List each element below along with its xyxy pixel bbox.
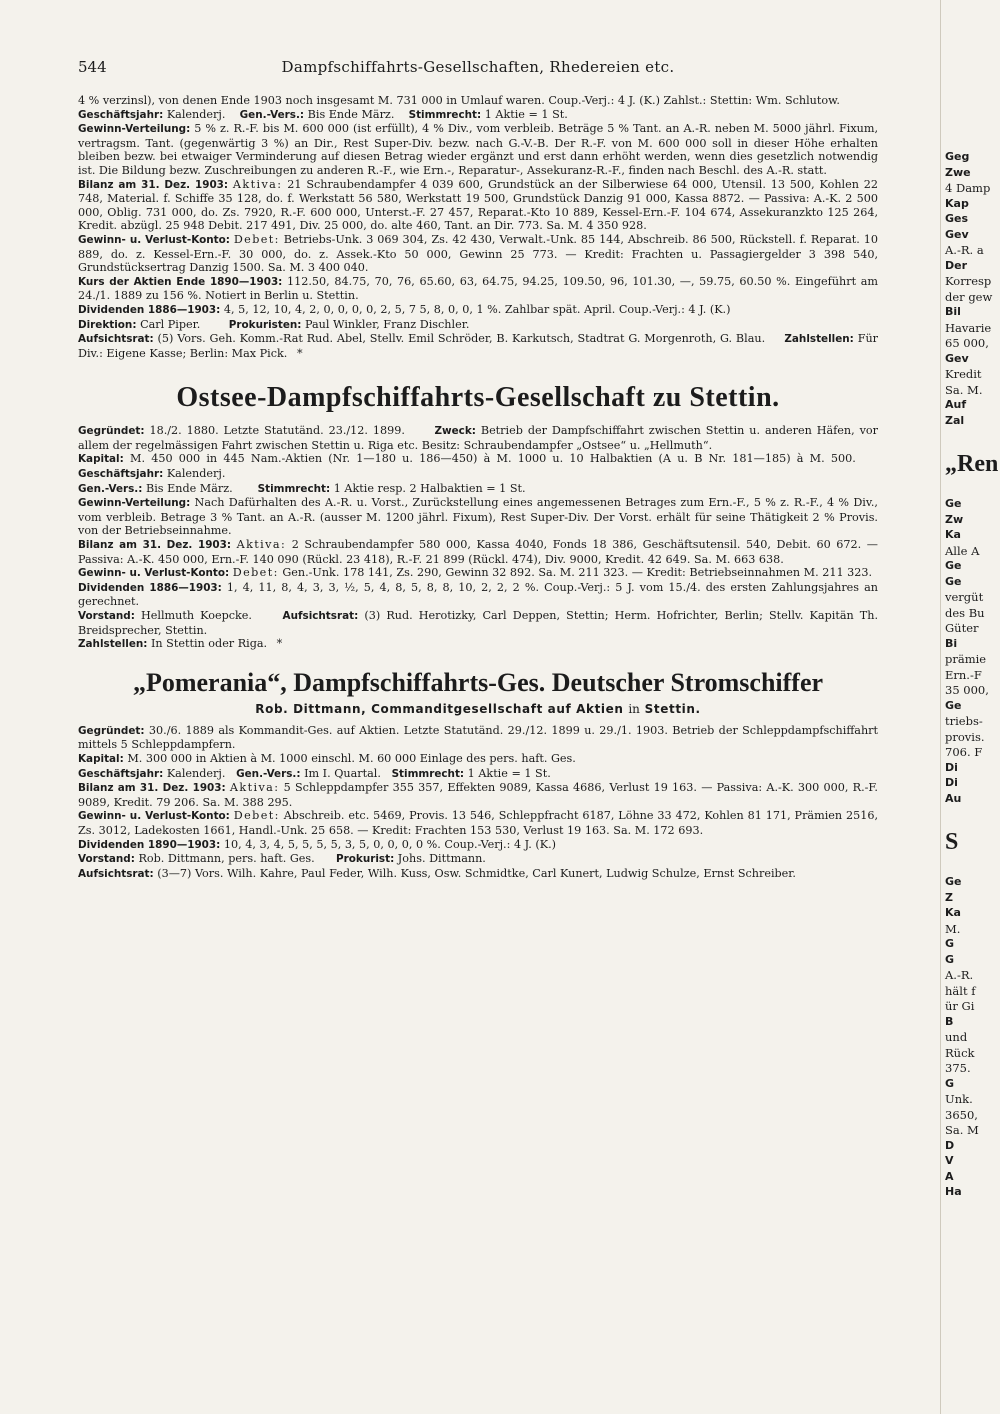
heading-pomerania: „Pomerania“, Dampfschiffahrts-Ges. Deutscher Stromschiffer	[132, 667, 824, 697]
right-column-fragment: Zw	[945, 512, 964, 526]
right-column-fragment: Gev	[945, 227, 969, 241]
dividenden: Dividenden 1886—1903: 4, 5, 12, 10, 4, 2, 0, 0, 0, 0, 2, 5, 7 5, 8, 0, 0, 1 %. Zahlbar spät. April. Coup.-Verj.: 4 J. (K.)	[78, 302, 731, 316]
gegruendet-zweck: Gegründet: 18./2. 1880. Letzte Statutänd. 23./12. 1899. Zweck: Betrieb der Dampfschiffahrt zwischen Stettin u. anderen Häfen, vor allem der regelmässigen Fahrt zwischen Stettin u. Riga etc. Besitz: Schraubendampfer „Ostsee“ u. „Hellmuth“.	[78, 424, 879, 452]
vorstand-prokurist: Vorstand: Rob. Dittmann, pers. haft. Ges. Prokurist: Johs. Dittmann.	[78, 852, 486, 866]
aufsichtsrat: Aufsichtsrat: (3—7) Vors. Wilh. Kahre, Paul Feder, Wilh. Kuss, Osw. Schmidtke, Carl Kunert, Ludwig Schulze, Ernst Schreiber.	[78, 866, 796, 880]
right-column-fragment: Sa. M	[945, 1123, 979, 1137]
running-title: Dampfschiffahrts-Gesellschaften, Rhedereien etc.	[281, 58, 675, 76]
right-column-fragment: Gev	[945, 351, 969, 365]
right-column-fragment: Ka	[945, 528, 961, 541]
bilanz: Bilanz am 31. Dez. 1903: Aktiva: 2 Schraubendampfer 580 000, Kassa 4040, Fonds 18 386, Geschäftsutensil. 540, Debit. 60 672. — Passiva: A.-K. 450 000, Ern.-F. 140 090 (Rückl. 23 418), R.-F. 21 899 (Rückl. 474), Div. 9000, Kredit. 42 649. Sa. M. 663 638.	[78, 538, 878, 566]
gewinn-verteilung: Gewinn-Verteilung: 5 % z. R.-F. bis M. 600 000 (ist erfüllt), 4 % Div., vom verbleib. Beträge 5 % Tant. an A.-R. neben M. 5000 jährl. Fixum, vertragsm. Tant. (gegenwärtig 3 %) an Dir., Rest Super-Div. bezw. nach G.-V.-B. Der R.-F. von M. 600 000 soll in dieser Höhe erhalten bleiben bezw. bei etwaiger Verminderung auf diesen Betrag wieder ergänzt und erst dann erhöht werden, wenn dies gesetzlich notwendig ist. Die Bildung bezw. Zuschreibungen zu anderen R.-F., wie Ern.-, Reparatur-, Assekuranz-R.-F., finden nach Beschl. des A.-R. statt.	[78, 122, 879, 177]
right-column-fragment: Di	[945, 760, 958, 774]
right-column-fragment: G	[945, 937, 955, 950]
right-column-fragment: V	[945, 1154, 954, 1167]
right-column-fragment: Ge	[945, 698, 962, 712]
vorstand-aufsichtsrat: Vorstand: Hellmuth Koepcke. Aufsichtsrat: (3) Rud. Herotizky, Carl Deppen, Stettin; Herm. Hofrichter, Berlin; Stellv. Kapitän Th. Breidsprecher, Stettin.	[78, 609, 879, 637]
right-column-fragment: Auf	[945, 398, 967, 411]
right-column-fragment: B	[945, 1014, 954, 1028]
general-info: Gen.-Vers.: Bis Ende März. Stimmrecht: 1 Aktie resp. 2 Halbaktien = 1 St.	[78, 481, 526, 495]
kapital: Kapital: M. 450 000 in 445 Nam.-Aktien (Nr. 1—180 u. 186—450) à M. 1000 u. 10 Halbaktien (A u. B Nr. 181—185) à M. 500. Geschäftsjahr: Kalenderj.	[78, 452, 856, 481]
right-column-fragment: des Bu	[945, 605, 985, 620]
right-column-fragment: prämie	[945, 652, 987, 666]
entry-end-asterisk: *	[276, 637, 283, 651]
right-column-fragments	[940, 0, 1000, 1414]
right-column-fragment: Geg	[945, 150, 970, 163]
dividenden: Dividenden 1886—1903: 1, 4, 11, 8, 4, 3, 3, ½, 5, 4, 8, 5, 8, 8, 10, 2, 2, 2 %. Coup.-Verj.: 5 J. vom 15./4. des ersten Zahlungsjahres an gerechnet.	[78, 580, 878, 609]
right-column-fragment: S	[945, 829, 959, 855]
right-column-fragment: M.	[945, 921, 961, 936]
right-column-fragment: D	[945, 1138, 955, 1152]
right-column-fragment: 4 Damp	[945, 181, 991, 195]
right-column-fragment: Sa. M.	[945, 382, 983, 397]
right-column-fragment: Z	[945, 890, 953, 904]
label-stimmrecht: Stimmrecht:	[408, 108, 482, 121]
right-column-fragment: Ge	[945, 875, 962, 888]
gewinn-verlust-konto: Gewinn- u. Verlust-Konto: Debet: Gen.-Unk. 178 141, Zs. 290, Gewinn 32 892. Sa. M. 211 323. — Kredit: Betriebseinnahmen M. 211 323.	[78, 566, 873, 580]
right-column-fragment: Ern.-F	[945, 667, 982, 682]
right-column-fragment: Ge	[945, 559, 962, 572]
right-column-fragment: vergüt	[945, 590, 984, 604]
right-column-fragment: Bi	[945, 636, 958, 650]
gewinn-verlust-konto: Gewinn- u. Verlust-Konto: Debet: Betriebs-Unk. 3 069 304, Zs. 42 430, Verwalt.-Unk. 85 144, Abschreib. 86 500, Rückstell. f. Reparat. 10 889, do. z. Kessel-Ern.-F. 30 000, do. z. Assek.-Kto 50 000, Gewinn 25 773. — Kredit: Frachten u. Passagiergelder 3 398 540, Grundstücksertrag Danzig 1500. Sa. M. 3 400 040.	[78, 232, 878, 275]
gewinn-verteilung: Gewinn-Verteilung: Nach Dafürhalten des A.-R. u. Vorst., Zurückstellung eines angemessenen Betrages zum Ern.-F., 5 % z. R.-F., 4 % Div., vom verbleib. Betrage 3 % Tant. an A.-R. (ausser M. 1200 jährl. Fixum), Rest Super-Div. Der Vorst. erhält für seine Thätigkeit 2 % Provis. von der Betriebseinnahme.	[78, 496, 878, 538]
right-column-fragment: Kap	[945, 196, 969, 210]
right-column-fragment: 3650,	[945, 1107, 978, 1122]
right-column-fragment: hält f	[945, 983, 976, 998]
right-column-fragment: A	[945, 1169, 954, 1183]
right-column-fragment: Korresp	[945, 274, 992, 288]
right-column-fragment: G	[945, 952, 955, 966]
bilanz: Bilanz am 31. Dez. 1903: Aktiva: 5 Schleppdampfer 355 357, Effekten 9089, Kassa 4686, Verlust 19 163. — Passiva: A.-K. 300 000, R.-F. 9089, Kredit. 79 206. Sa. M. 388 295.	[78, 781, 878, 809]
right-column-fragment: provis.	[945, 729, 985, 744]
right-column-fragment: 706. F	[945, 745, 983, 759]
right-column-fragment: Ha	[945, 1185, 962, 1198]
subheading-pomerania: Rob. Dittmann, Commanditgesellschaft auf Aktien in Stettin.	[255, 701, 701, 716]
general-info: Geschäftsjahr: Kalenderj. Gen.-Vers.: Im I. Quartal. Stimmrecht: 1 Aktie = 1 St.	[78, 766, 551, 780]
right-column-fragment: Bil	[945, 305, 961, 318]
right-column-fragment: Zwe	[945, 165, 971, 179]
right-column-fragment: Alle A	[945, 543, 980, 558]
entry-continued	[78, 94, 878, 360]
right-column-fragment: Unk.	[945, 1092, 973, 1106]
entry-ostsee	[78, 424, 878, 652]
entry-pomerania	[78, 724, 878, 882]
right-column-fragment: Ge	[945, 574, 962, 588]
right-column-fragment: A.-R. a	[945, 243, 984, 257]
right-column-fragment: triebs-	[945, 714, 983, 728]
right-column-fragment: und	[945, 1030, 968, 1044]
right-column-fragment: ür Gi	[945, 999, 975, 1013]
zahlstellen: Zahlstellen: In Stettin oder Riga. *	[78, 637, 283, 651]
right-column-fragment: „Ren	[945, 451, 999, 477]
right-column-fragment: Ge	[945, 497, 962, 510]
right-column-fragment: Ka	[945, 906, 961, 919]
right-column-fragment: Di	[945, 776, 958, 789]
right-column-fragment: Ges	[945, 212, 969, 225]
running-head	[78, 58, 878, 88]
right-column-fragment: G	[945, 1076, 955, 1090]
gegruendet: Gegründet: 30./6. 1889 als Kommandit-Ges. auf Aktien. Letzte Statutänd. 29./12. 1899 u. 29./1. 1903. Betrieb der Schleppdampfschiffahrt mittels 5 Schleppdampfern.	[78, 723, 878, 752]
aufsichtsrat: Aufsichtsrat: (5) Vors. Geh. Komm.-Rat Rud. Abel, Stellv. Emil Schröder, B. Karkutsch, Stadtrat G. Morgenroth, G. Blau. Zahlstellen: Für Div.: Eigene Kasse; Berlin: Max Pick. *	[78, 332, 879, 360]
heading-ostsee: Ostsee-Dampfschiffahrts-Gesellschaft zu Stettin.	[176, 382, 780, 414]
right-column-fragment: Kredit	[945, 367, 982, 381]
right-column-fragment: Au	[945, 791, 962, 805]
page	[78, 58, 878, 881]
gewinn-verlust-konto: Gewinn- u. Verlust-Konto: Debet: Abschreib. etc. 5469, Provis. 13 546, Schleppfracht 6187, Löhne 33 472, Kohlen 81 171, Prämien 2516, Zs. 3012, Ladekosten 1661, Handl.-Unk. 25 658. — Kredit: Frachten 153 530, Verlust 19 163. Sa. M. 172 693.	[78, 809, 879, 837]
right-column-fragment: Güter	[945, 621, 979, 635]
right-column-fragment: Rück	[945, 1045, 975, 1060]
right-column-fragment: Zal	[945, 413, 965, 427]
right-column-fragment: 35 000,	[945, 683, 989, 697]
dividenden: Dividenden 1890—1903: 10, 4, 3, 4, 5, 5, 5, 5, 3, 5, 0, 0, 0, 0 %. Coup.-Verj.: 4 J. (K.)	[78, 837, 556, 851]
right-column-fragment: Havarie	[945, 320, 992, 335]
right-column-fragment: Der	[945, 258, 968, 272]
entry-end-asterisk: *	[296, 346, 303, 360]
label-geschaeftsjahr: Geschäftsjahr:	[78, 108, 164, 121]
kapital: Kapital: M. 300 000 in Aktien à M. 1000 einschl. M. 60 000 Einlage des pers. haft. Ges.	[78, 751, 576, 765]
bilanz: Bilanz am 31. Dez. 1903: Aktiva: 21 Schraubendampfer 4 039 600, Grundstück an der Silberwiese 64 000, Utensil. 13 500, Kohlen 22 748, Material. f. Schiffe 35 128, do. f. Werkstatt 56 580, Werkstatt 19 500, Grundstück Danzig 91 000, Kassa 8872. — Passiva: A.-K. 2 500 000, Oblig. 731 000, do. Zs. 7920, R.-F. 600 000, Unterst.-F. 27 457, Reparat.-Kto 10 889, Kessel-Ern.-F. 104 674, Assekuranzkto 125 264, Kredit. abzügl. 25 948 Debit. 217 491, Div. 25 000, do. alte 460, Tant. an Dir. 773. Sa. M. 4 350 928.	[78, 177, 879, 233]
kurs-der-aktien: Kurs der Aktien Ende 1890—1903: 112.50, 84.75, 70, 76, 65.60, 63, 64.75, 94.25, 109.50, 96, 101.30, —, 59.75, 60.50 %. Eingeführt am 24./1. 1889 zu 156 %. Notiert in Berlin u. Stettin.	[78, 274, 878, 303]
label-gen-vers: Gen.-Vers.:	[239, 108, 305, 121]
right-column-fragment: 65 000,	[945, 336, 989, 350]
general-info: Geschäftsjahr: Kalenderj. Gen.-Vers.: Bis Ende März. Stimmrecht: 1 Aktie = 1 St.	[78, 107, 568, 121]
intro-paragraph: 4 % verzinsl), von denen Ende 1903 noch insgesamt M. 731 000 in Umlauf waren. Coup.-Verj.: 4 J. (K.) Zahlst.: Stettin: Wm. Schlutow.	[78, 94, 840, 107]
page-number: 544	[78, 58, 107, 76]
right-column-fragment: 375.	[945, 1061, 971, 1075]
right-column-fragment: der gew	[945, 289, 993, 304]
right-column-fragment: A.-R.	[945, 968, 974, 982]
direktion: Direktion: Carl Piper. Prokuristen: Paul Winkler, Franz Dischler.	[78, 317, 470, 331]
